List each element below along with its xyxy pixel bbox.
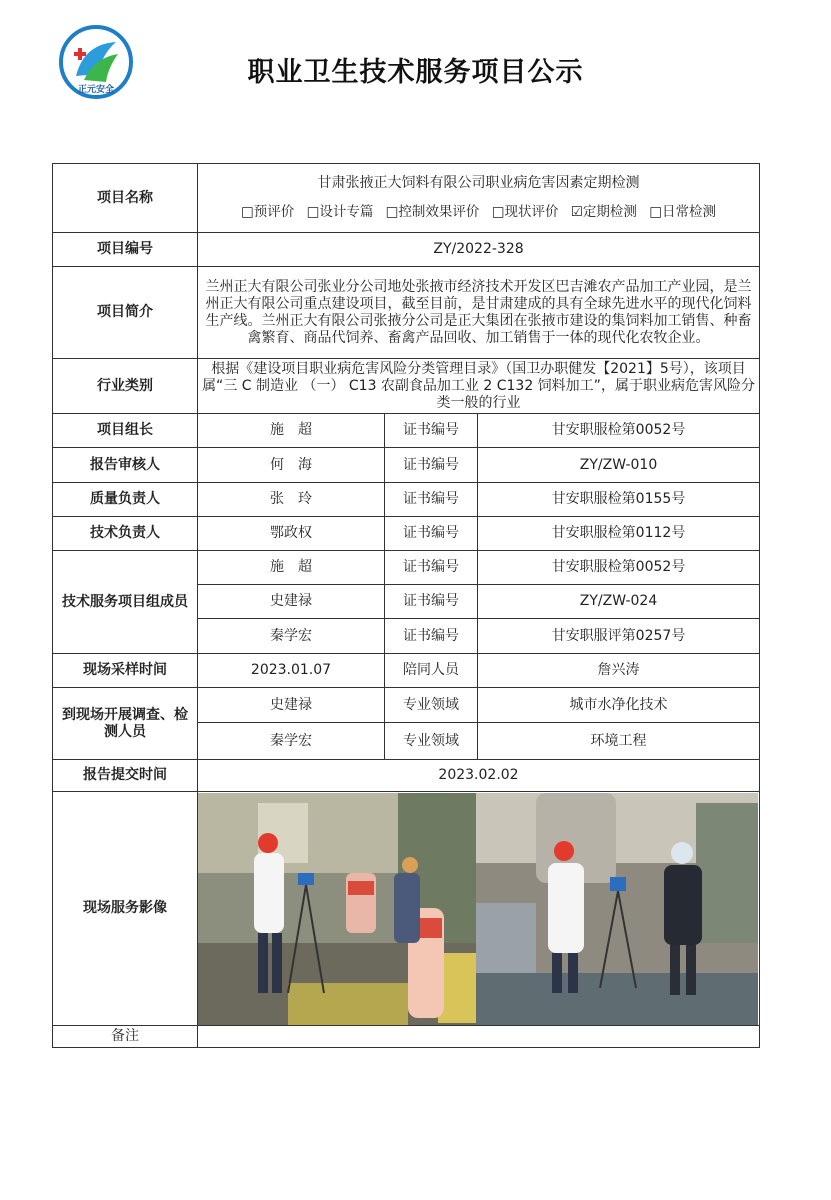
- row-project-name: [53, 164, 760, 233]
- project-name-label: 项目名称: [53, 164, 198, 233]
- survey-name: 秦学宏: [198, 723, 385, 760]
- tech-label: 技术负责人: [53, 517, 198, 551]
- reviewer-cert: ZY/ZW-010: [478, 448, 760, 483]
- survey-field-label: 专业领域: [385, 688, 478, 723]
- row-remarks: [53, 1026, 760, 1048]
- tech-cert: 甘安职服检第0112号: [478, 517, 760, 551]
- option-daily-test[interactable]: □日常检测: [649, 204, 716, 220]
- project-name-value: 甘肃张掖正大饲料有限公司职业病危害因素定期检测: [317, 175, 640, 191]
- row-survey-1: [53, 688, 760, 723]
- sampling-label: 现场采样时间: [53, 654, 198, 688]
- quality-name: 张 玲: [198, 483, 385, 517]
- info-table: [52, 163, 760, 1048]
- members-label: 技术服务项目组成员: [53, 551, 198, 654]
- sampling-date: 2023.01.07: [198, 654, 385, 688]
- row-member-1: [53, 551, 760, 585]
- reviewer-label: 报告审核人: [53, 448, 198, 483]
- project-intro-value: 兰州正大有限公司张业分公司地处张掖市经济技术开发区巴吉滩农产品加工产业园，是兰州正大有限公司重点建设项目，截至目前，是甘肃建成的具有全球先进水平的现代化饲料生产线。兰州正大有限公司张掖分公司是正大集团在张掖市建设的集饲料加工销售、种畜禽繁育、商品代饲养、畜禽产品回收、加工销售于一体的现代化农牧企业。: [198, 267, 760, 359]
- row-reviewer: [53, 448, 760, 483]
- companion-label: 陪同人员: [385, 654, 478, 688]
- quality-cert-label: 证书编号: [385, 483, 478, 517]
- row-sampling: [53, 654, 760, 688]
- row-quality: [53, 483, 760, 517]
- row-project-intro: [53, 267, 760, 359]
- option-status-evaluation[interactable]: □现状评价: [491, 204, 559, 220]
- project-number-label: 项目编号: [53, 233, 198, 267]
- member-cert-label: 证书编号: [385, 619, 478, 654]
- images-label: 现场服务影像: [53, 792, 198, 1026]
- survey-field: 城市水净化技术: [478, 688, 760, 723]
- submit-label: 报告提交时间: [53, 760, 198, 792]
- row-images: [53, 792, 760, 1026]
- reviewer-name: 何 海: [198, 448, 385, 483]
- option-periodic-test[interactable]: ☑定期检测: [570, 204, 637, 220]
- project-name-cell: [198, 164, 760, 233]
- project-intro-label: 项目简介: [53, 267, 198, 359]
- tech-cert-label: 证书编号: [385, 517, 478, 551]
- site-photo-2: [476, 793, 758, 1025]
- leader-cert-label: 证书编号: [385, 414, 478, 448]
- companion-name: 詹兴涛: [478, 654, 760, 688]
- member-name: 秦学宏: [198, 619, 385, 654]
- member-name: 史建禄: [198, 585, 385, 619]
- row-submit: [53, 760, 760, 792]
- member-cert-label: 证书编号: [385, 551, 478, 585]
- submit-date: 2023.02.02: [198, 760, 760, 792]
- images-cell: [198, 792, 760, 1026]
- survey-field: 环境工程: [478, 723, 760, 760]
- leader-name: 施 超: [198, 414, 385, 448]
- industry-label: 行业类别: [53, 359, 198, 414]
- logo-text: 正元安全: [77, 85, 115, 95]
- option-control-effect[interactable]: □控制效果评价: [385, 204, 480, 220]
- member-cert-label: 证书编号: [385, 585, 478, 619]
- leader-label: 项目组长: [53, 414, 198, 448]
- evaluation-options: [202, 204, 755, 221]
- row-leader: [53, 414, 760, 448]
- member-name: 施 超: [198, 551, 385, 585]
- site-photo-1: [198, 793, 476, 1025]
- survey-name: 史建禄: [198, 688, 385, 723]
- leader-cert: 甘安职服检第0052号: [478, 414, 760, 448]
- industry-value: 根据《建设项目职业病危害风险分类管理目录》（国卫办职健发【2021】5号），该项目属“三 C 制造业 （一） C13 农副食品加工业 2 C132 饲料加工”，属于职业病危害风险分类一般的行业: [198, 359, 760, 414]
- tech-name: 鄂政权: [198, 517, 385, 551]
- remarks-label: 备注: [53, 1026, 198, 1048]
- page-title: 职业卫生技术服务项目公示: [247, 57, 584, 88]
- survey-label: 到现场开展调查、检测人员: [53, 688, 198, 760]
- row-tech: [53, 517, 760, 551]
- row-project-number: [53, 233, 760, 267]
- project-number-value: ZY/2022-328: [198, 233, 760, 267]
- reviewer-cert-label: 证书编号: [385, 448, 478, 483]
- remarks-value: [198, 1026, 760, 1048]
- quality-label: 质量负责人: [53, 483, 198, 517]
- option-pre-evaluation[interactable]: □预评价: [241, 204, 295, 220]
- row-industry: [53, 359, 760, 414]
- option-design-chapter[interactable]: □设计专篇: [306, 204, 374, 220]
- survey-field-label: 专业领域: [385, 723, 478, 760]
- member-cert: ZY/ZW-024: [478, 585, 760, 619]
- member-cert: 甘安职服评第0257号: [478, 619, 760, 654]
- quality-cert: 甘安职服检第0155号: [478, 483, 760, 517]
- member-cert: 甘安职服检第0052号: [478, 551, 760, 585]
